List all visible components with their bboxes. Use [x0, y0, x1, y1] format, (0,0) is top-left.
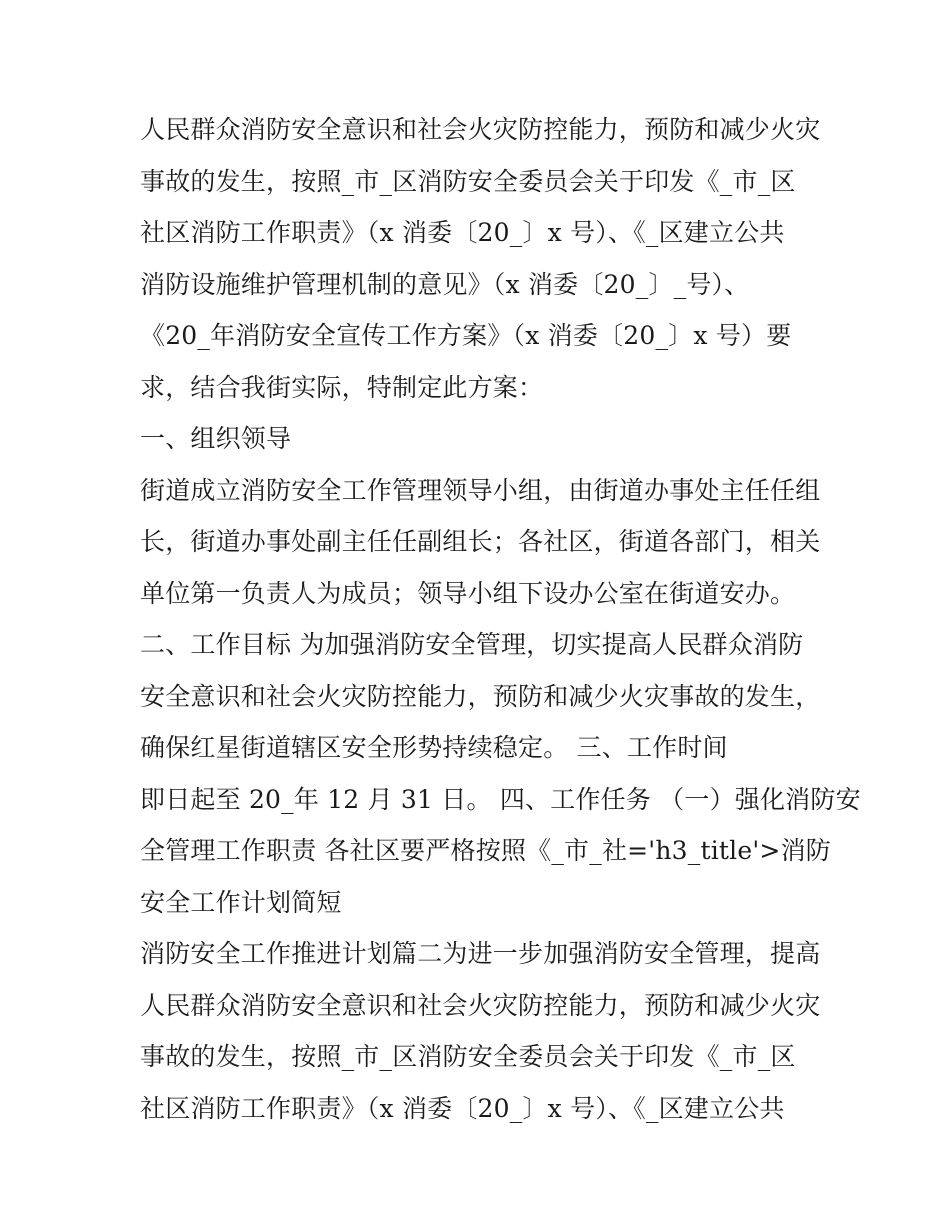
text-line: 《20_年消防安全宣传工作方案》（x 消委〔20_〕x 号）要: [140, 321, 792, 350]
text-line: 社区消防工作职责》（x 消委〔20_〕x 号）、《_区建立公共: [140, 218, 785, 247]
text-line: 全管理工作职责 各社区要严格按照《_市_社='h3_title'>消防: [140, 836, 831, 865]
section-heading: 一、组织领导: [140, 424, 292, 453]
text-line: 长，街道办事处副主任任副组长；各社区，街道各部门，相关: [140, 527, 821, 556]
document-body: [140, 104, 861, 1134]
text-line: 社区消防工作职责》（x 消委〔20_〕x 号）、《_区建立公共: [140, 1093, 785, 1123]
text-line: 消防设施维护管理机制的意见》（x 消委〔20_〕_号）、: [140, 269, 750, 299]
text-line: 安全工作计划简短: [140, 887, 342, 917]
text-line: 求，结合我街实际，特制定此方案：: [140, 372, 544, 402]
text-line: 二、工作目标 为加强消防安全管理，切实提高人民群众消防: [140, 630, 804, 659]
text-line: 单位第一负责人为成员；领导小组下设办公室在街道安办。: [140, 578, 796, 608]
text-line: 安全意识和社会火灾防控能力，预防和减少火灾事故的发生，: [140, 681, 821, 711]
text-line: 人民群众消防安全意识和社会火灾防控能力，预防和减少火灾: [140, 990, 821, 1020]
text-line: 消防安全工作推进计划篇二为进一步加强消防安全管理，提高: [140, 939, 821, 968]
text-line: 确保红星街道辖区安全形势持续稳定。 三、工作时间: [140, 733, 728, 762]
text-line: 街道成立消防安全工作管理领导小组，由街道办事处主任任组: [140, 475, 821, 505]
text-line: 事故的发生，按照_市_区消防安全委员会关于印发《_市_区: [140, 1042, 796, 1071]
text-line: 即日起至 20_年 12 月 31 日。 四、工作任务 （一）强化消防安: [140, 784, 861, 814]
text-line: 事故的发生，按照_市_区消防安全委员会关于印发《_市_区: [140, 166, 796, 196]
text-line: 人民群众消防安全意识和社会火灾防控能力，预防和减少火灾: [140, 115, 821, 144]
